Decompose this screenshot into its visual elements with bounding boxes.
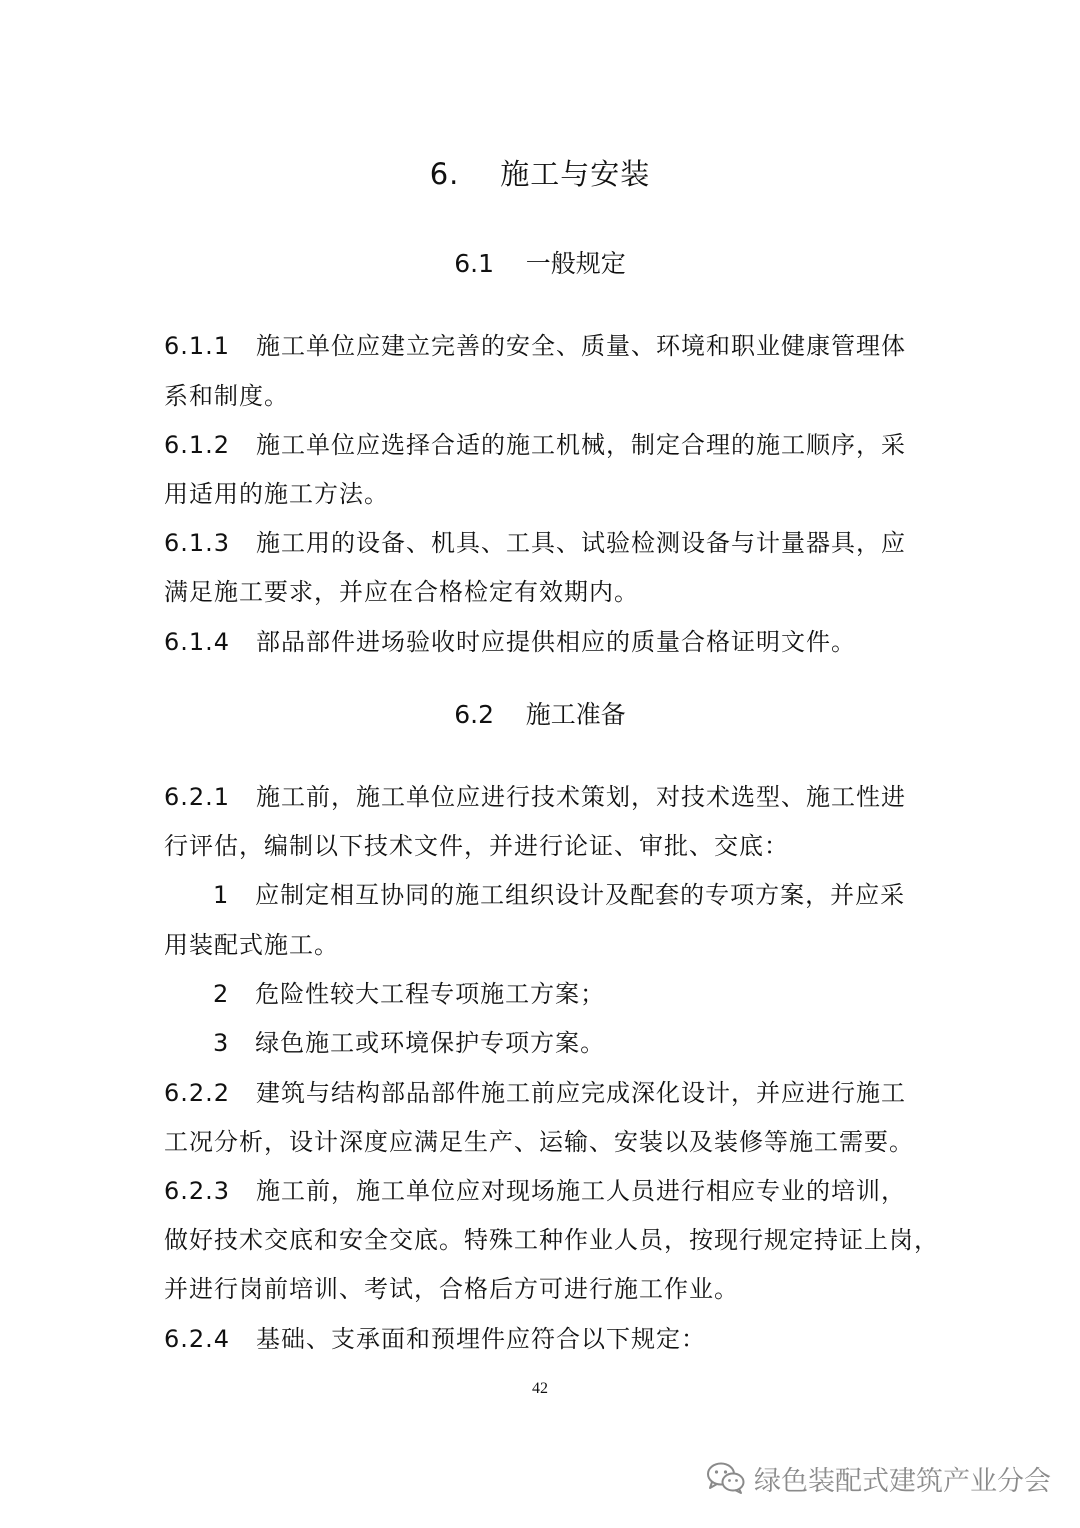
paragraph-line: 用装配式施工。	[164, 931, 339, 959]
list-item-line: 3 绿色施工或环境保护专项方案。	[213, 1029, 606, 1057]
watermark	[706, 1458, 1051, 1498]
paragraph-line: 并进行岗前培训、考试，合格后方可进行施工作业。	[164, 1275, 739, 1303]
paragraph-line: 行评估，编制以下技术文件，并进行论证、审批、交底：	[164, 832, 789, 860]
paragraph-line: 工况分析，设计深度应满足生产、运输、安装以及装修等施工需要。	[164, 1128, 914, 1156]
paragraph-line: 系和制度。	[164, 382, 289, 410]
paragraph-line: 用适用的施工方法。	[164, 480, 389, 508]
watermark-text: 绿色装配式建筑产业分会	[754, 1465, 1051, 1497]
paragraph-line: 做好技术交底和安全交底。特殊工种作业人员，按现行规定持证上岗，	[164, 1226, 939, 1254]
paragraph-line: 6.1.2 施工单位应选择合适的施工机械，制定合理的施工顺序，采	[164, 431, 906, 459]
wechat-icon	[706, 1461, 746, 1495]
paragraph-line: 6.2.4 基础、支承面和预埋件应符合以下规定：	[164, 1325, 706, 1353]
list-item-line: 2 危险性较大工程专项施工方案；	[213, 980, 606, 1008]
section-title-6-1: 6.1 一般规定	[454, 249, 626, 278]
chapter-title: 6. 施工与安装	[429, 157, 651, 191]
list-item-line: 1 应制定相互协同的施工组织设计及配套的专项方案，并应采	[213, 881, 906, 909]
paragraph-line: 6.2.2 建筑与结构部品部件施工前应完成深化设计，并应进行施工	[164, 1079, 906, 1107]
paragraph-line: 6.1.3 施工用的设备、机具、工具、试验检测设备与计量器具，应	[164, 529, 906, 557]
paragraph-line: 满足施工要求，并应在合格检定有效期内。	[164, 578, 639, 606]
paragraph-line: 6.2.1 施工前，施工单位应进行技术策划，对技术选型、施工性进	[164, 783, 906, 811]
paragraph-line: 6.1.4 部品部件进场验收时应提供相应的质量合格证明文件。	[164, 628, 856, 656]
section-title-6-2: 6.2 施工准备	[454, 700, 626, 729]
paragraph-line: 6.2.3 施工前，施工单位应对现场施工人员进行相应专业的培训，	[164, 1177, 906, 1205]
paragraph-line: 6.1.1 施工单位应建立完善的安全、质量、环境和职业健康管理体	[164, 332, 906, 360]
page-number: 42	[532, 1380, 548, 1397]
